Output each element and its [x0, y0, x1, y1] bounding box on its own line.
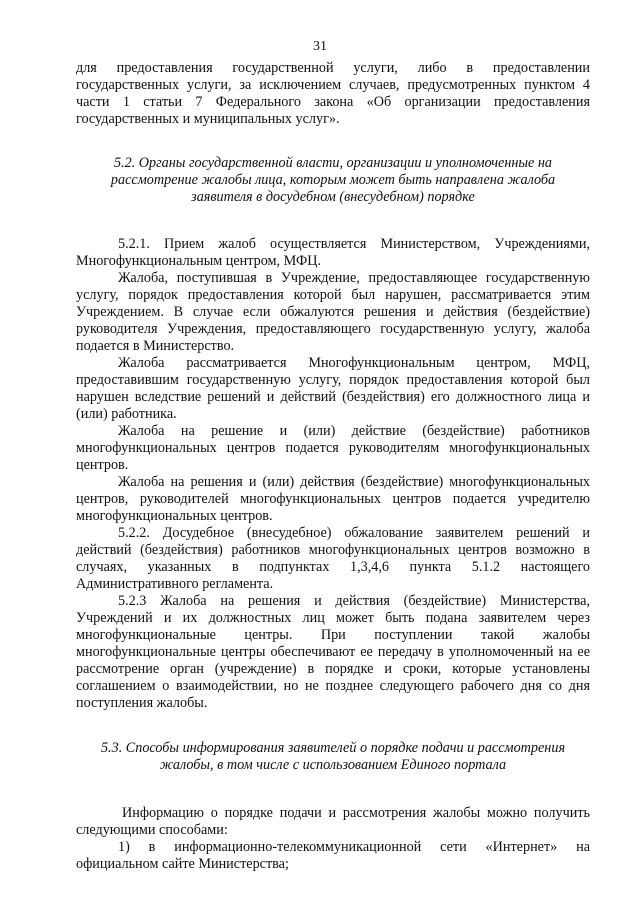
paragraph-continuation: для предоставления государственной услуги, либо в предоставлении государственных услуги, за исключением случаев, предусмотренных пунктом 4 части 1 статьи 7 Федерального закона «Об организации предоставления государственных и муниципальных услуг».	[76, 60, 590, 127]
section-heading-5-3: 5.3. Способы информирования заявителей о порядке подачи и рассмотрения жалобы, в том числе с использованием Единого портала	[100, 740, 566, 773]
paragraph-complaint-mfc: Жалоба рассматривается Многофункциональным центром, МФЦ, предоставившим государственную услугу, порядок предоставления которой был нарушен вследствие решений и действий (бездействия) его должностного лица и (или) работника.	[76, 355, 590, 422]
section-heading-5-2: 5.2. Органы государственной власти, организации и уполномоченные на рассмотрение жалобы лица, которым может быть направлена жалоба заявителя в досудебном (внесудебном) порядке	[110, 155, 556, 205]
paragraph-5-3-intro: Информацию о порядке подачи и рассмотрения жалобы можно получить следующими способами:	[76, 805, 590, 838]
paragraph-5-2-1: 5.2.1. Прием жалоб осуществляется Министерством, Учреждениями, Многофункциональным центром, МФЦ.	[76, 236, 590, 269]
paragraph-complaint-mfc-heads: Жалоба на решения и (или) действия (бездействие) многофункциональных центров, руководителей многофункциональных центров подается учредителю многофункциональных центров.	[76, 474, 590, 524]
paragraph-complaint-mfc-workers: Жалоба на решение и (или) действие (бездействие) работников многофункциональных центров подается руководителям многофункциональных центров.	[76, 423, 590, 473]
page-number: 31	[313, 39, 327, 54]
paragraph-5-2-2: 5.2.2. Досудебное (внесудебное) обжалование заявителем решений и действий (бездействия) работников многофункциональных центров возможно в случаях, указанных в подпунктах 1,3,4,6 пункта 5.1.2 настоящего Административного регламента.	[76, 525, 590, 592]
paragraph-complaint-institution: Жалоба, поступившая в Учреждение, предоставляющее государственную услугу, порядок предоставления которой был нарушен, рассматривается этим Учреждением. В случае если обжалуются решения и действия (бездействие) руководителя Учреждения, предоставляющего государственную услугу, жалоба подается в Министерство.	[76, 270, 590, 354]
page-content	[76, 60, 590, 873]
paragraph-5-3-item-1: 1) в информационно-телекоммуникационной сети «Интернет» на официальном сайте Министерства;	[76, 839, 590, 872]
paragraph-5-2-3: 5.2.3 Жалоба на решения и действия (бездействие) Министерства, Учреждений и их должностных лиц может быть подана заявителем через многофункциональные центры. При поступлении такой жалобы многофункциональные центры обеспечивают ее передачу в уполномоченный на ее рассмотрение орган (учреждение) в порядке и сроки, которые установлены соглашением о взаимодействии, но не позднее следующего рабочего дня со дня поступления жалобы.	[76, 593, 590, 711]
